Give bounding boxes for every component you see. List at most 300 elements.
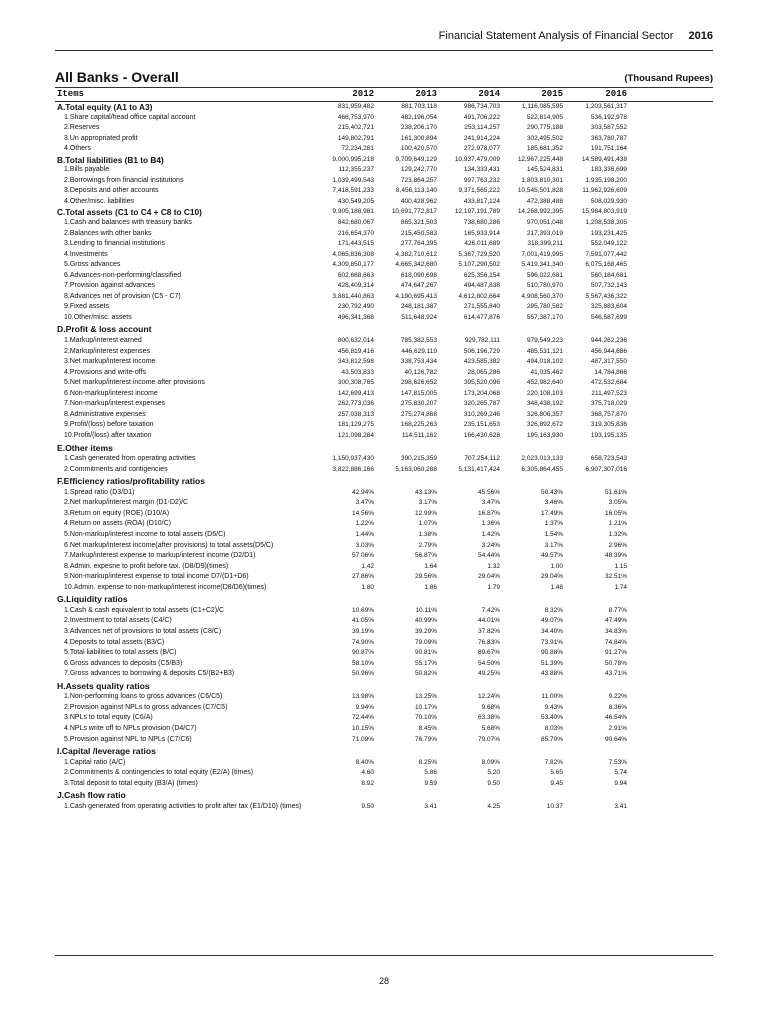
value-cell-2015: 5,419,341,340: [521, 261, 563, 269]
value-cell-2014: 89.67%: [477, 649, 500, 657]
row-label: I.Capital /leverage ratios: [57, 746, 156, 757]
value-cell-2014: 433,817,124: [463, 197, 500, 205]
publication-title: Financial Statement Analysis of Financial Sector: [438, 30, 674, 42]
table-row: [55, 713, 713, 724]
value-cell-2015: 979,549,223: [526, 337, 563, 345]
row-label: 1.Markup/interest earned: [64, 337, 142, 345]
value-cell-2014: 49.25%: [477, 670, 500, 678]
row-label: 3.Advances net of provisions to total assets (C8/C): [64, 627, 222, 635]
row-label: 2.Net markup/interest margin (D1-D2)/C: [64, 499, 189, 507]
value-cell-2014: 1.79: [487, 583, 500, 591]
value-cell-2012: 1,150,937,430: [332, 455, 374, 463]
value-cell-2013: 238,206,170: [400, 124, 437, 132]
table-row: [55, 378, 713, 389]
table-row: [55, 389, 713, 400]
row-label: 3.NPLs to total equity (C6/A): [64, 714, 153, 722]
table-row: [55, 530, 713, 541]
value-cell-2015: 3.46%: [544, 499, 563, 507]
table-row: [55, 368, 713, 379]
value-cell-2015: 6,305,864,455: [521, 465, 563, 473]
year-header-2016: 2016: [605, 89, 627, 99]
value-cell-2014: 235,151,653: [463, 421, 500, 429]
value-cell-2014: 3.47%: [481, 499, 500, 507]
value-cell-2016: 8.77%: [608, 606, 627, 614]
table-row: [55, 638, 713, 649]
value-cell-2015: 49.57%: [540, 552, 563, 560]
value-cell-2012: 42.94%: [351, 488, 374, 496]
row-label: 3.Lending to financial institutions: [64, 240, 166, 248]
value-cell-2015: 348,438,192: [526, 400, 563, 408]
row-label: 5.Total liabilities to total assets (B/C): [64, 649, 177, 657]
value-cell-2016: 1,208,538,305: [585, 219, 627, 227]
value-cell-2016: 15,984,803,919: [581, 208, 627, 216]
value-cell-2012: 1,039,499,543: [332, 176, 374, 184]
row-label: 4.Return on assets (ROA) (D10/C): [64, 520, 171, 528]
value-cell-2013: 168,225,263: [400, 421, 437, 429]
value-cell-2016: 1.74: [614, 583, 627, 591]
table-row: [55, 616, 713, 627]
value-cell-2013: 3.41: [424, 802, 437, 810]
value-cell-2013: 4,190,695,413: [395, 292, 437, 300]
value-cell-2012: 300,308,765: [337, 379, 374, 387]
value-cell-2013: 8,456,113,140: [395, 187, 437, 195]
value-cell-2016: 193,195,135: [590, 432, 627, 439]
value-cell-2014: 63.38%: [477, 714, 500, 722]
value-cell-2013: 129,242,770: [400, 166, 437, 174]
section-heading-row: [55, 323, 713, 336]
value-cell-2012: 74.90%: [351, 638, 374, 646]
value-cell-2013: 13.25%: [414, 693, 437, 701]
value-cell-2012: 831,959,482: [337, 103, 374, 110]
value-cell-2015: 85.70%: [540, 735, 563, 743]
value-cell-2016: 363,780,787: [590, 134, 627, 142]
value-cell-2014: 28,065,286: [467, 368, 500, 376]
row-label: 1.Cash generated from operating activities to profit after tax (E1/D10) (times): [64, 802, 302, 810]
value-cell-2015: 11.00%: [541, 693, 563, 701]
value-cell-2015: 1.37%: [544, 520, 563, 528]
table-row: [55, 302, 713, 313]
value-cell-2013: 55.17%: [414, 659, 437, 667]
value-cell-2012: 1.80: [361, 583, 374, 591]
value-cell-2015: 10.37: [546, 802, 563, 810]
value-cell-2015: 51.39%: [540, 659, 563, 667]
value-cell-2013: 40.99%: [414, 617, 437, 625]
value-cell-2014: 9,371,565,222: [458, 187, 500, 195]
table-row: [55, 724, 713, 735]
row-label: 2.Commitments & contingencies to total equity (E2/A) (times): [64, 769, 254, 777]
value-cell-2013: 275,830,207: [400, 400, 437, 408]
table-row: [55, 519, 713, 530]
value-cell-2012: 602,668,663: [337, 271, 374, 279]
value-cell-2014: 4,612,802,664: [458, 292, 500, 300]
value-cell-2012: 50.96%: [351, 670, 374, 678]
value-cell-2016: 211,497,523: [591, 389, 627, 397]
row-label: 3.Return on equity (ROE) (D10/A): [64, 509, 170, 517]
value-cell-2016: 48.39%: [604, 552, 627, 560]
value-cell-2016: 1.21%: [608, 520, 627, 528]
value-cell-2013: 1.64: [424, 562, 437, 570]
value-cell-2013: 275,274,868: [400, 410, 437, 418]
value-cell-2015: 90.88%: [540, 649, 563, 657]
value-cell-2015: 5.65: [550, 769, 563, 777]
value-cell-2015: 1.48: [550, 583, 563, 591]
value-cell-2015: 557,387,170: [526, 313, 563, 321]
row-label: 1.Spread ratio (D3/D1): [64, 488, 135, 496]
value-cell-2015: 510,780,970: [526, 282, 563, 290]
value-cell-2014: 1.36%: [481, 520, 500, 528]
table-row: [55, 144, 713, 155]
table-row: [55, 113, 713, 124]
row-label: C.Total assets (C1 to C4 + C8 to C10): [57, 207, 202, 218]
table-row: [55, 134, 713, 145]
value-cell-2016: 183,336,699: [590, 166, 627, 174]
row-label: 9.Non-markup/interest expense to total income D7/(D1+D6): [64, 573, 249, 581]
value-cell-2012: 181,129,275: [337, 421, 374, 429]
row-label: 4.NPLs write off to NPLs provision (D4/C7): [64, 724, 197, 732]
value-cell-2014: 253,114,257: [464, 124, 500, 132]
value-cell-2012: 171,443,515: [337, 240, 374, 248]
value-cell-2012: 9,905,188,981: [332, 208, 374, 216]
value-cell-2014: 423,585,382: [463, 358, 500, 366]
value-cell-2016: 7.53%: [608, 758, 627, 766]
table-row: [55, 669, 713, 680]
value-cell-2015: 41,035,462: [530, 368, 563, 376]
value-cell-2016: 487,317,550: [590, 358, 627, 366]
value-cell-2012: 230,792,490: [337, 303, 374, 311]
value-cell-2012: 90.87%: [351, 649, 374, 657]
table-row: [55, 336, 713, 347]
value-cell-2012: 72,234,281: [341, 145, 374, 153]
value-cell-2014: 395,520,096: [463, 379, 500, 387]
year-header-2012: 2012: [352, 89, 374, 99]
value-cell-2013: 56.87%: [414, 552, 437, 560]
section-heading-row: [55, 442, 713, 455]
value-cell-2016: 11,962,926,609: [582, 187, 627, 195]
value-cell-2014: 506,196,729: [463, 347, 500, 355]
value-cell-2016: 508,029,930: [590, 197, 627, 205]
table-row: [55, 197, 713, 208]
table-row: [55, 735, 713, 746]
row-label: 10.Other/misc. assets: [64, 313, 132, 321]
row-label: H.Assets quality ratios: [57, 680, 150, 691]
row-label: 2.Markup/interest expenses: [64, 347, 150, 355]
row-label: 7.Gross advances to borrowing & deposits C5/(B2+B3): [64, 670, 235, 678]
value-cell-2016: 319,305,836: [590, 421, 627, 429]
value-cell-2016: 2.96%: [608, 541, 627, 549]
value-cell-2012: 14.56%: [351, 509, 374, 517]
value-cell-2013: 785,382,553: [400, 337, 437, 345]
value-cell-2012: 3.03%: [355, 541, 374, 549]
value-cell-2015: 1,803,810,301: [521, 176, 563, 184]
value-cell-2014: 5,131,417,424: [458, 465, 500, 473]
value-cell-2013: 43.13%: [414, 488, 437, 496]
table-row: [55, 271, 713, 282]
value-cell-2014: 44.01%: [477, 617, 500, 625]
value-cell-2015: 34.40%: [540, 627, 563, 635]
row-label: 4.Others: [64, 145, 91, 153]
value-cell-2012: 1.22%: [355, 520, 374, 528]
table-row: [55, 498, 713, 509]
value-cell-2016: 191,751,164: [590, 145, 627, 153]
row-label: B.Total liabilities (B1 to B4): [57, 154, 164, 165]
row-label: 1.Non-performing loans to gross advances (C6/C5): [64, 693, 223, 701]
value-cell-2015: 485,531,121: [526, 347, 563, 355]
row-label: 2.Commitments and contigencies: [64, 465, 168, 473]
value-cell-2015: 195,163,930: [526, 432, 563, 439]
value-cell-2012: 4,309,850,177: [332, 261, 374, 269]
value-cell-2013: 1.86: [424, 583, 437, 591]
value-cell-2014: 12,197,191,789: [454, 208, 500, 216]
value-cell-2015: 10,545,501,828: [517, 187, 563, 195]
value-cell-2014: 1.32: [487, 562, 500, 570]
table-row: [55, 292, 713, 303]
value-cell-2014: 54.50%: [477, 659, 500, 667]
value-cell-2014: 494,487,838: [463, 282, 500, 290]
value-cell-2015: 3.17%: [544, 541, 563, 549]
table-row: [55, 347, 713, 358]
row-label: 5.Provision against NPL to NPLs (C7/C6): [64, 735, 192, 743]
value-cell-2016: 193,231,425: [590, 229, 627, 237]
value-cell-2014: 614,477,876: [463, 313, 500, 321]
value-cell-2014: 5,107,290,502: [458, 261, 500, 269]
value-cell-2014: 166,430,628: [463, 432, 500, 439]
value-cell-2015: 970,051,048: [526, 219, 563, 227]
value-cell-2013: 390,215,359: [400, 455, 437, 463]
row-label: 3.Total deposit to total equity (B3/A) (times): [64, 779, 198, 787]
value-cell-2013: 79.09%: [414, 638, 437, 646]
row-label: 10.Profit/(loss) after taxation: [64, 432, 152, 439]
value-cell-2016: 50.78%: [604, 659, 627, 667]
value-cell-2015: 14,268,992,395: [517, 208, 563, 216]
table-row: [55, 410, 713, 421]
row-label: 10.Admin. expense to non-markup/interest income(D8/D6)(times): [64, 583, 267, 591]
financial-table: [55, 102, 713, 812]
value-cell-2016: 43.71%: [604, 670, 627, 678]
value-cell-2016: 6,907,307,016: [585, 465, 627, 473]
value-cell-2013: 1.38%: [418, 531, 437, 539]
table-row: [55, 583, 713, 594]
value-cell-2014: 134,333,431: [463, 166, 500, 174]
value-cell-2014: 76.83%: [477, 638, 500, 646]
value-cell-2016: 74.84%: [604, 638, 627, 646]
value-cell-2014: 5.68%: [481, 724, 500, 732]
row-label: J.Cash flow ratio: [57, 790, 126, 801]
value-cell-2014: 272,978,077: [463, 145, 500, 153]
value-cell-2013: 400,428,962: [400, 197, 437, 205]
row-label: 6.Net markup/interest income(after provisions) to total assets(D5/C): [64, 541, 274, 549]
year-header-2015: 2015: [541, 89, 563, 99]
value-cell-2013: 29.56%: [414, 573, 437, 581]
value-cell-2014: 986,734,703: [463, 103, 500, 110]
value-cell-2013: 4,665,342,680: [395, 261, 437, 269]
table-row: [55, 659, 713, 670]
table-row: [55, 648, 713, 659]
value-cell-2016: 546,587,699: [590, 313, 627, 321]
value-cell-2015: 7.82%: [544, 758, 563, 766]
value-cell-2015: 290,775,188: [526, 124, 563, 132]
value-cell-2015: 318,399,211: [527, 240, 563, 248]
value-cell-2013: 147,815,005: [400, 389, 437, 397]
value-cell-2016: 944,262,236: [590, 337, 627, 345]
value-cell-2013: 511,648,924: [401, 313, 437, 321]
value-cell-2014: 12.24%: [477, 693, 500, 701]
value-cell-2012: 142,699,413: [337, 389, 374, 397]
value-cell-2015: 302,495,502: [526, 134, 563, 142]
value-cell-2014: 165,933,914: [463, 229, 500, 237]
value-cell-2013: 1.07%: [418, 520, 437, 528]
value-cell-2014: 7.42%: [481, 606, 500, 614]
header-rule: [55, 50, 713, 51]
row-label: 6.Advances-non-performing/classified: [64, 271, 182, 279]
value-cell-2016: 14,784,866: [594, 368, 627, 376]
section-heading-row: [55, 475, 713, 488]
value-cell-2012: 112,355,237: [338, 166, 374, 174]
table-row: [55, 802, 713, 813]
page-title: All Banks - Overall: [55, 69, 179, 85]
row-label: 7.Non-markup/interest expenses: [64, 400, 166, 408]
value-cell-2013: 482,196,054: [400, 113, 437, 121]
units-label: (Thousand Rupees): [624, 73, 713, 84]
section-heading-row: [55, 745, 713, 758]
value-cell-2015: 9.45: [550, 779, 563, 787]
value-cell-2014: 707,254,112: [464, 455, 500, 463]
table-row: [55, 465, 713, 476]
value-cell-2012: 41.05%: [351, 617, 374, 625]
table-row: [55, 313, 713, 324]
table-row: [55, 186, 713, 197]
value-cell-2012: 43,503,833: [341, 368, 374, 376]
value-cell-2013: 90.81%: [414, 649, 437, 657]
table-row: [55, 250, 713, 261]
value-cell-2016: 456,944,686: [590, 347, 627, 355]
value-cell-2012: 1.44%: [355, 531, 374, 539]
value-cell-2012: 27.86%: [351, 573, 374, 581]
table-row: [55, 541, 713, 552]
value-cell-2014: 491,706,222: [463, 113, 500, 121]
value-cell-2012: 121,098,284: [337, 432, 374, 439]
value-cell-2012: 3,822,886,166: [332, 465, 374, 473]
value-cell-2013: 4,382,710,612: [395, 250, 437, 258]
value-cell-2015: 29.04%: [540, 573, 563, 581]
value-cell-2014: 29.04%: [477, 573, 500, 581]
value-cell-2013: 8.25%: [418, 758, 437, 766]
row-label: 3.Un appropriated profit: [64, 134, 138, 142]
row-label: 1.Cash generated from operating activities: [64, 455, 196, 463]
value-cell-2012: 262,773,036: [337, 400, 374, 408]
row-label: 5.Non-markup/interest income to total assets (D6/C): [64, 531, 226, 539]
value-cell-2014: 8.09%: [481, 758, 500, 766]
value-cell-2016: 47.49%: [604, 617, 627, 625]
value-cell-2012: 257,038,313: [337, 410, 374, 418]
value-cell-2015: 220,108,103: [526, 389, 563, 397]
row-label: 1.Share capital/head office capital account: [64, 113, 196, 121]
title-row: [55, 71, 713, 87]
table-row: [55, 768, 713, 779]
row-label: 1.Cash & cash equivalent to total assets (C1+C2)/C: [64, 606, 225, 614]
row-label: 5.Net markup/interest income after provisions: [64, 379, 205, 387]
value-cell-2013: 161,300,894: [400, 134, 437, 142]
items-column-header: Items: [57, 89, 85, 99]
value-cell-2015: 49.07%: [540, 617, 563, 625]
table-row: [55, 431, 713, 442]
value-cell-2014: 310,269,246: [463, 410, 500, 418]
value-cell-2016: 1,935,198,200: [585, 176, 627, 184]
row-label: 1.Capital ratio (A/C): [64, 758, 126, 766]
value-cell-2014: 997,763,232: [463, 176, 500, 184]
value-cell-2013: 10.11%: [415, 606, 437, 614]
value-cell-2015: 7,001,419,995: [521, 250, 563, 258]
row-label: 6.Non-markup/interest income: [64, 389, 158, 397]
value-cell-2012: 4,065,836,308: [332, 250, 374, 258]
row-label: 9.Profit/(loss) before taxation: [64, 421, 154, 429]
table-row: [55, 218, 713, 229]
value-cell-2016: 552,049,122: [590, 240, 627, 248]
row-label: 4.Deposits to total assets (B3/C): [64, 638, 165, 646]
value-cell-2013: 2.79%: [418, 541, 437, 549]
table-row: [55, 606, 713, 617]
value-cell-2013: 12.99%: [414, 509, 437, 517]
value-cell-2015: 2,023,013,133: [521, 455, 563, 463]
row-label: 2.Borrowings from financial institutions: [64, 176, 184, 184]
value-cell-2012: 57.06%: [351, 552, 374, 560]
value-cell-2012: 10.15%: [351, 724, 374, 732]
table-row: [55, 703, 713, 714]
value-cell-2013: 5.86: [424, 769, 437, 777]
value-cell-2012: 343,812,598: [337, 358, 374, 366]
value-cell-2012: 3.47%: [355, 499, 374, 507]
value-cell-2014: 271,555,840: [463, 303, 500, 311]
value-cell-2012: 496,341,368: [337, 313, 374, 321]
value-cell-2012: 9.94%: [355, 703, 374, 711]
value-cell-2013: 39.20%: [414, 627, 437, 635]
value-cell-2016: 536,192,978: [590, 113, 627, 121]
value-cell-2016: 375,718,029: [590, 400, 627, 408]
value-cell-2016: 6,075,168,465: [585, 261, 627, 269]
value-cell-2013: 865,321,503: [400, 219, 437, 227]
value-cell-2012: 800,632,014: [337, 337, 374, 345]
row-label: 2.Investment to total assets (C4/C): [64, 617, 172, 625]
value-cell-2012: 215,402,721: [337, 124, 374, 132]
value-cell-2012: 8.40%: [355, 758, 374, 766]
row-label: 8.Admin. expesne to profit before tax. (D8/D9)(times): [64, 562, 229, 570]
value-cell-2013: 70.10%: [414, 714, 437, 722]
value-cell-2016: 303,587,552: [590, 124, 627, 132]
value-cell-2012: 456,819,416: [337, 347, 374, 355]
row-label: 4.Investments: [64, 250, 108, 258]
row-label: A.Total equity (A1 to A3): [57, 102, 153, 112]
value-cell-2014: 173,204,068: [463, 389, 500, 397]
value-cell-2013: 298,626,652: [400, 379, 437, 387]
value-cell-2013: 9.59: [424, 779, 437, 787]
total-row: [55, 102, 713, 113]
row-label: 8.Advances net of provision (C5 - C7): [64, 292, 181, 300]
value-cell-2016: 507,732,143: [590, 282, 627, 290]
row-label: 9.Fixed assets: [64, 303, 110, 311]
value-cell-2013: 114,511,162: [401, 432, 437, 439]
value-cell-2013: 100,420,570: [400, 145, 437, 153]
value-cell-2014: 241,914,224: [463, 134, 500, 142]
value-cell-2016: 90.64%: [604, 735, 627, 743]
value-cell-2015: 452,982,640: [526, 379, 563, 387]
value-cell-2015: 145,524,831: [526, 166, 563, 174]
row-label: 3.Net markup/interest income: [64, 358, 156, 366]
value-cell-2014: 3.24%: [481, 541, 500, 549]
value-cell-2012: 466,753,970: [337, 113, 374, 121]
value-cell-2016: 5,567,436,322: [585, 292, 627, 300]
row-label: 5.Gross advances: [64, 261, 121, 269]
value-cell-2015: 12,967,225,448: [517, 155, 563, 163]
value-cell-2015: 522,814,905: [526, 113, 563, 121]
